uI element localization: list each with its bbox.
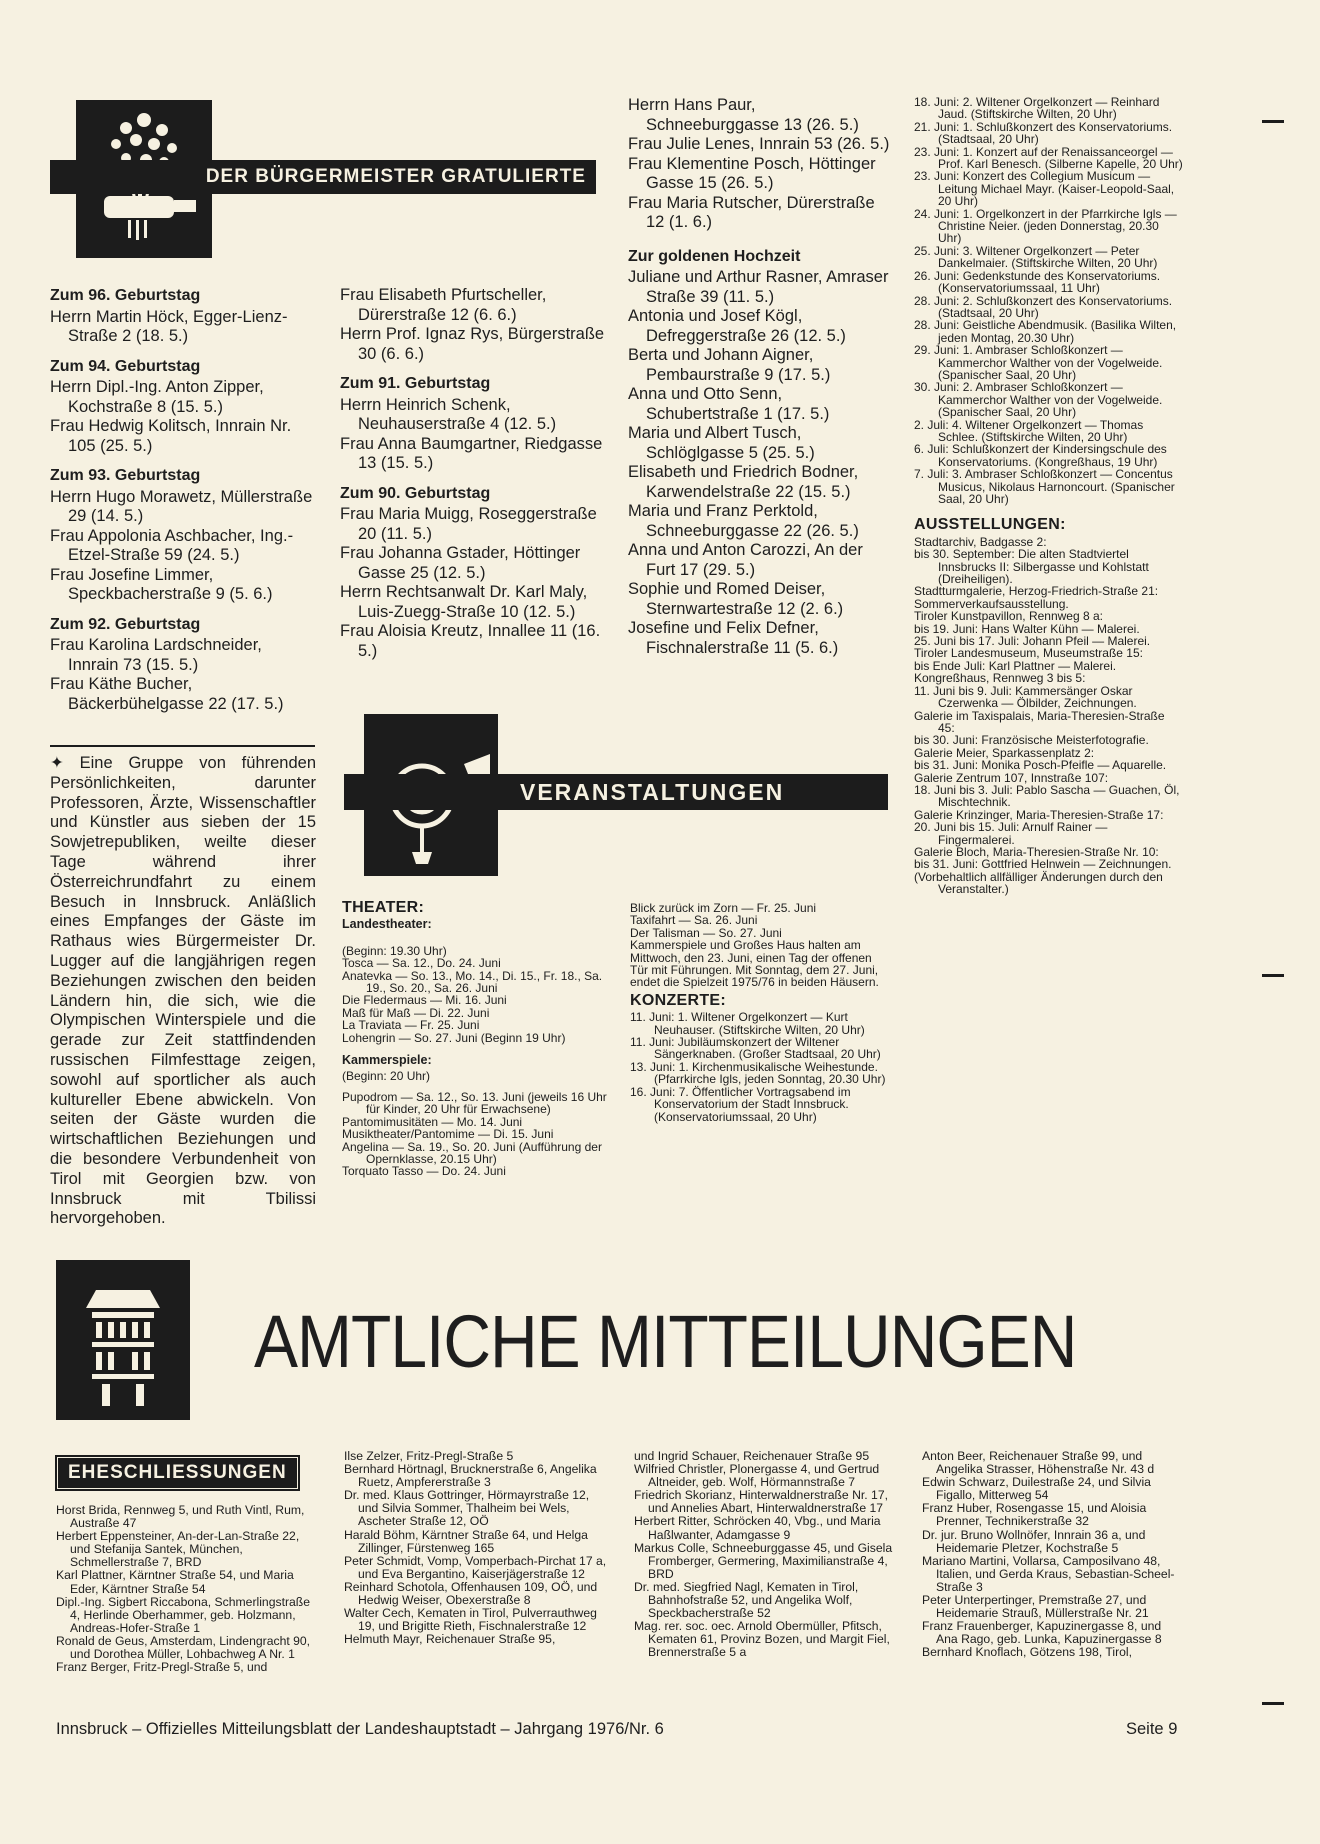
- list-item: Peter Schmidt, Vomp, Vomperbach-Pirchat 17 a, und Eva Bergantino, Kaiserjägerstraße 12: [344, 1553, 607, 1581]
- list-item: Galerie Krinzinger, Maria-Theresien-Straße 17:: [914, 807, 1164, 822]
- list-item: Herrn Hans Paur, Schneeburggasse 13 (26. 5.): [628, 96, 859, 134]
- list-item: bis 19. Juni: Hans Walter Kühn — Malerei.: [914, 621, 1140, 636]
- list-item: Maria und Franz Perktold, Schneeburggasse 22 (26. 5.): [628, 502, 859, 540]
- list-item: Edwin Schwarz, Duilestraße 24, und Silvia Figallo, Mitterweg 54: [922, 1475, 1151, 1503]
- list-item: Bernhard Hörtnagl, Brucknerstraße 6, Angelika Ruetz, Ampfererstraße 3: [344, 1462, 597, 1490]
- city-tower-icon: [56, 1260, 190, 1420]
- list-item: Mag. rer. soc. oec. Arnold Obermüller, Pfitsch, Kematen 61, Provinz Bozen, und Margit Fiel, Brennerstraße 5 a: [634, 1619, 890, 1660]
- list-item: Sommerverkaufsausstellung.: [914, 596, 1069, 611]
- list-item: 26. Juni: Gedenkstunde des Konservatoriums. (Konservatoriumssaal, 11 Uhr): [914, 268, 1161, 296]
- list-item: Franz Frauenberger, Kapuzinergasse 8, und Ana Rago, geb. Lunka, Kapuzinergasse 8: [922, 1619, 1162, 1647]
- list-item: Dr. med. Siegfried Nagl, Kematen in Tirol, Bahnhofstraße 52, und Angelika Wolf, Speckbacherstraße 52: [634, 1579, 859, 1621]
- list-item: Frau Julie Lenes, Innrain 53 (26. 5.): [628, 135, 890, 153]
- list-item: Anna und Otto Senn, Schubertstraße 1 (17. 5.): [628, 385, 830, 423]
- soviet-delegation-article: [50, 754, 316, 1229]
- list-item: Galerie Meier, Sparkassenplatz 2:: [914, 745, 1095, 760]
- list-item: Ronald de Geus, Amsterdam, Lindengracht 90, und Dorothea Müller, Lohbachweg A Nr. 1: [56, 1633, 311, 1662]
- list-item: 18. Juni bis 3. Juli: Pablo Sascha — Guachen, Öl, Mischtechnik.: [914, 782, 1180, 810]
- birthdays-column-1: [50, 286, 315, 714]
- list-item: Franz Berger, Fritz-Pregl-Straße 5, und: [56, 1660, 268, 1675]
- marriages-column-2: [344, 1450, 610, 1646]
- list-item: Frau Elisabeth Pfurtscheller, Dürerstraße 12 (6. 6.): [340, 286, 547, 324]
- list-item: Musiktheater/Pantomime — Di. 15. Juni: [342, 1127, 554, 1142]
- list-item: Karl Plattner, Kärntner Straße 54, und Maria Eder, Kärntner Straße 54: [56, 1568, 294, 1596]
- list-item: Herrn Prof. Ignaz Rys, Bürgerstraße 30 (6. 6.): [340, 325, 605, 363]
- konzerte-heading: KONZERTE:: [630, 991, 727, 1009]
- veranstaltungen-title: VERANSTALTUNGEN: [520, 778, 785, 805]
- list-item: 2. Juli: 4. Wiltener Orgelkonzert — Thomas Schlee. (Stiftskirche Wilten, 20 Uhr): [914, 417, 1144, 444]
- ausstellungen-heading: AUSSTELLUNGEN:: [914, 516, 1066, 534]
- list-item: Angelina — Sa. 19., So. 20. Juni (Aufführung der Opernklasse, 20.15 Uhr): [342, 1139, 602, 1166]
- margin-mark: [1262, 974, 1284, 977]
- list-item: 11. Juni: Jubiläumskonzert der Wiltener Sängerknaben. (Großer Stadtsaal, 20 Uhr): [630, 1035, 881, 1062]
- list-item: Reinhard Schotola, Offenhausen 109, OÖ, und Hedwig Weiser, Obexerstraße 8: [344, 1579, 598, 1608]
- list-item: (Beginn: 19.30 Uhr): [342, 943, 447, 958]
- list-item: Markus Colle, Schneeburggasse 45, und Gisela Fromberger, Germering, Maximilianstraße 4, BRD: [634, 1540, 893, 1581]
- list-item: bis 30. Juni: Französische Meisterfotografie.: [914, 733, 1149, 748]
- landestheater-label: Landestheater:: [342, 917, 432, 932]
- list-item: Bernhard Knoflach, Götzens 198, Tirol,: [922, 1645, 1133, 1660]
- list-item: (Beginn: 20 Uhr): [342, 1069, 431, 1084]
- list-item: Anatevka — So. 13., Mo. 14., Di. 15., Fr. 18., Sa. 19., So. 20., Sa. 26. Juni: [342, 968, 603, 996]
- list-item: 16. Juni: 7. Öffentlicher Vortragsabend im Konservatorium der Stadt Innsbruck. (Konservatoriumssaal, 20 Uhr): [630, 1084, 851, 1124]
- list-item: 7. Juli: 3. Ambraser Schloßkonzert — Concentus Musicus, Nikolaus Harnoncourt. (Spanischer Saal, 20 Uhr): [914, 467, 1175, 506]
- list-item: Friedrich Skorianz, Hinterwaldnerstraße Nr. 17, und Annelies Abart, Hinterwaldnerstraße 17: [634, 1488, 888, 1516]
- list-item: Maria und Albert Tusch, Schlöglgasse 5 (25. 5.): [628, 424, 815, 462]
- heading-92: Zum 92. Geburtstag: [50, 615, 201, 633]
- list-item: Frau Josefine Limmer, Speckbacherstraße 9 (5. 6.): [50, 565, 273, 603]
- list-item: (Vorbehaltlich allfälliger Änderungen durch den Veranstalter.): [914, 869, 1163, 897]
- list-item: Elisabeth und Friedrich Bodner, Karwendelstraße 22 (15. 5.): [628, 463, 859, 501]
- theater-cont-konzerte: [630, 902, 892, 1123]
- list-item: Horst Brida, Rennweg 5, und Ruth Vintl, Rum, Austraße 47: [56, 1503, 305, 1531]
- open-day-note: Kammerspiele und Großes Haus halten am Mittwoch, den 23. Juni, einen Tag der offenen Tür mit Führungen. Mit Sonntag, dem 27. Juni, endet die Spielzeit 1975/76 in beiden Häusern.: [630, 938, 879, 990]
- footer-page-number: Seite 9: [1126, 1720, 1178, 1738]
- list-item: Frau Maria Rutscher, Dürerstraße 12 (1. 6.): [628, 193, 875, 231]
- list-item: Herbert Eppensteiner, An-der-Lan-Straße 22, und Stefanija Santek, München, Schmellerstraße 7, BRD: [56, 1529, 300, 1570]
- list-item: Torquato Tasso — Do. 24. Juni: [342, 1164, 506, 1179]
- heading-golden-wedding: Zur goldenen Hochzeit: [628, 247, 801, 265]
- list-item: Peter Unterpertinger, Premstraße 27, und Heidemarie Strauß, Müllerstraße Nr. 21: [922, 1593, 1149, 1621]
- list-item: 24. Juni: 1. Orgelkonzert in der Pfarrkirche Igls — Christine Neier. (jeden Donnerstag, 20.30 Uhr): [914, 206, 1177, 246]
- heading-93: Zum 93. Geburtstag: [50, 467, 201, 484]
- list-item: Frau Maria Muigg, Roseggerstraße 20 (11. 5.): [340, 505, 597, 543]
- list-item: Stadtarchiv, Badgasse 2:: [914, 534, 1047, 549]
- list-item: bis 31. Juni: Monika Posch-Pfeifle — Aquarelle.: [914, 758, 1167, 773]
- list-item: 18. Juni: 2. Wiltener Orgelkonzert — Reinhard Jaud. (Stiftskirche Wilten, 20 Uhr): [914, 95, 1160, 122]
- heading-96: Zum 96. Geburtstag: [50, 287, 201, 304]
- list-item: Frau Anna Baumgartner, Riedgasse 13 (15. 5.): [340, 434, 603, 472]
- list-item: Taxifahrt — Sa. 26. Juni: [630, 913, 758, 928]
- list-item: Galerie Bloch, Maria-Theresien-Straße Nr. 10:: [914, 844, 1159, 859]
- kammerspiele-label: Kammerspiele:: [342, 1053, 432, 1068]
- list-item: Herrn Heinrich Schenk, Neuhauserstraße 4 (12. 5.): [340, 395, 557, 433]
- veranstaltungen-banner: [344, 774, 888, 810]
- list-item: Juliane und Arthur Rasner, Amraser Straße 39 (11. 5.): [628, 268, 889, 306]
- list-item: Ilse Zelzer, Fritz-Pregl-Straße 5: [344, 1449, 514, 1463]
- list-item: Frau Karolina Lardschneider, Innrain 73 (15. 5.): [50, 636, 262, 674]
- theater-heading: THEATER:: [342, 899, 425, 916]
- list-item: Helmuth Mayr, Reichenauer Straße 95,: [344, 1632, 556, 1647]
- list-item: Galerie Zentrum 107, Innstraße 107:: [914, 770, 1109, 785]
- list-item: 6. Juli: Schlußkonzert der Kindersingschule des Konservatoriums. (Kongreßhaus, 19 Uhr): [914, 442, 1167, 469]
- list-item: 25. Juni: 3. Wiltener Orgelkonzert — Peter Dankelmaier. (Stiftskirche Wilten, 20 Uhr): [914, 243, 1158, 271]
- amtliche-title: AMTLICHE MITTEILUNGEN: [254, 1299, 1077, 1383]
- list-item: Pupodrom — Sa. 12., So. 13. Juni (jeweils 16 Uhr für Kinder, 20 Uhr für Erwachsene): [342, 1089, 607, 1117]
- list-item: 25. Juni bis 17. Juli: Johann Pfeil — Malerei.: [914, 634, 1151, 649]
- list-item: Anton Beer, Reichenauer Straße 99, und Angelika Strasser, Höhenstraße Nr. 43 d: [922, 1449, 1155, 1477]
- theater-section: [342, 899, 608, 1179]
- gratulation-banner: [50, 160, 596, 194]
- list-item: Herbert Ritter, Schröcken 40, Vbg., und Maria Haßlwanter, Adamgasse 9: [634, 1514, 881, 1542]
- list-item: Herrn Hugo Morawetz, Müllerstraße 29 (14. 5.): [50, 487, 313, 525]
- marriages-column-4: [922, 1450, 1184, 1660]
- list-item: bis 31. Juni: Gottfried Helnwein — Zeichnungen.: [914, 857, 1172, 872]
- footer-publication: Innsbruck – Offizielles Mitteilungsblatt der Landeshauptstadt – Jahrgang 1976/Nr. 6: [56, 1720, 664, 1738]
- list-item: Lohengrin — So. 27. Juni (Beginn 19 Uhr): [342, 1030, 566, 1045]
- list-item: 23. Juni: Konzert des Collegium Musicum — Leitung Michael Mayr. (Kaiser-Leopold-Saal, 20 Uhr): [914, 169, 1175, 209]
- list-item: 28. Juni: Geistliche Abendmusik. (Basilika Wilten, jeden Montag, 20.30 Uhr): [914, 318, 1177, 345]
- list-item: Maß für Maß — Di. 22. Juni: [342, 1005, 490, 1020]
- list-item: Herrn Rechtsanwalt Dr. Karl Maly, Luis-Zuegg-Straße 10 (12. 5.): [340, 583, 588, 621]
- list-item: La Traviata — Fr. 25. Juni: [342, 1018, 480, 1033]
- list-item: Dr. med. Klaus Gottringer, Hörmayrstraße 12, und Silvia Sommer, Thalheim bei Wels, Ascheter Straße 12, OÖ: [344, 1488, 590, 1529]
- list-item: bis Ende Juli: Karl Plattner — Malerei.: [914, 658, 1117, 673]
- list-item: Frau Käthe Bucher, Bäckerbühelgasse 22 (17. 5.): [50, 675, 284, 713]
- marriages-column-3: [634, 1450, 900, 1660]
- list-item: Kongreßhaus, Rennweg 3 bis 5:: [914, 671, 1086, 686]
- list-item: bis 30. September: Die alten Stadtviertel Innsbrucks II: Silbergasse und Kohlstatt (Dreiheiligen).: [914, 547, 1149, 587]
- list-item: Franz Huber, Rosengasse 15, und Aloisia Prenner, Technikerstraße 32: [922, 1501, 1147, 1529]
- marriages-column-1: [56, 1504, 322, 1674]
- list-item: Tiroler Kunstpavillon, Rennweg 8 a:: [914, 609, 1103, 624]
- list-item: Frau Appolonia Aschbacher, Ing.-Etzel-Straße 59 (24. 5.): [50, 526, 294, 564]
- list-item: 11. Juni: 1. Wiltener Orgelkonzert — Kurt Neuhauser. (Stiftskirche Wilten, 20 Uhr): [630, 1010, 865, 1037]
- birthdays-column-2: [340, 286, 605, 661]
- list-item: 30. Juni: 2. Ambraser Schloßkonzert — Kammerchor Walther von der Vogelweide. (Spanischer Saal, 20 Uhr): [914, 380, 1163, 420]
- list-item: Galerie im Taxispalais, Maria-Theresien-Straße 45:: [914, 708, 1165, 735]
- list-item: Mariano Martini, Vollarsa, Camposilvano 48, Italien, und Gerda Kraus, Sebastian-Scheel-Straße 3: [922, 1553, 1175, 1594]
- birthdays-column-3: [628, 96, 890, 658]
- list-item: 11. Juni bis 9. Juli: Kammersänger Oskar Czerwenka — Ölbilder, Zeichnungen.: [914, 683, 1137, 711]
- list-item: Frau Hedwig Kolitsch, Innrain Nr. 105 (25. 5.): [50, 417, 292, 455]
- list-item: Die Fledermaus — Mi. 16. Juni: [342, 993, 507, 1008]
- list-item: Wilfried Christler, Plonergasse 4, und Gertrud Altneider, geb. Wolf, Hörmannstraße 7: [634, 1462, 880, 1490]
- list-item: Frau Aloisia Kreutz, Innallee 11 (16. 5.): [340, 622, 601, 660]
- eheschliessungen-heading: EHESCHLIESSUNGEN: [58, 1458, 297, 1488]
- list-item: Stadtturmgalerie, Herzog-Friedrich-Straße 21:: [914, 584, 1159, 599]
- tower-icon-box: [56, 1260, 190, 1420]
- list-item: 20. Juni bis 15. Juli: Arnulf Rainer — Fingermalerei.: [914, 820, 1108, 847]
- list-item: Frau Johanna Gstader, Höttinger Gasse 25 (12. 5.): [340, 544, 581, 582]
- list-item: 28. Juni: 2. Schlußkonzert des Konservatoriums. (Stadtsaal, 20 Uhr): [914, 293, 1173, 320]
- list-item: Blick zurück im Zorn — Fr. 25. Juni: [630, 901, 817, 915]
- list-item: 29. Juni: 1. Ambraser Schloßkonzert — Kammerchor Walther von der Vogelweide. (Spanischer Saal, 20 Uhr): [914, 343, 1163, 382]
- concerts-exhibitions-column: [914, 96, 1184, 896]
- list-item: Anna und Anton Carozzi, An der Furt 17 (29. 5.): [628, 541, 863, 579]
- list-item: Der Talisman — So. 27. Juni: [630, 925, 782, 940]
- heading-90: Zum 90. Geburtstag: [340, 484, 491, 502]
- margin-mark: [1262, 1702, 1284, 1705]
- article-text: ✦ Eine Gruppe von führenden Persönlichkeiten, darunter Professoren, Ärzte, Wissenschaftler und Künstler aus sieben der 15 Sowjetrepubliken, weilte dieser Tage während ihrer Österreichrundfahrt zu einem Besuch in Innsbruck. Anläßlich eines Empfanges der Gäste im Rathaus wies Bürgermeister Dr. Lugger auf die langjährigen regen Beziehungen zwischen den beiden Ländern hin, die sich, wie die Olympischen Winterspiele und die gerade zur Zeit stattfindenden russischen Filmfesttage zeigen, sowohl auf sportlicher als auch kultureller Ebene abwickeln. Von seiten der Gäste wurden die wirtschaftlichen Beziehungen und die besondere Verbundenheit von Tirol mit Georgien bzw. von Innsbruck mit Tbilissi hervorgehoben.: [50, 754, 316, 1228]
- list-item: Herrn Martin Höck, Egger-Lienz-Straße 2 (18. 5.): [50, 307, 288, 345]
- list-item: 21. Juni: 1. Schlußkonzert des Konservatoriums. (Stadtsaal, 20 Uhr): [914, 119, 1173, 147]
- heading-94: Zum 94. Geburtstag: [50, 357, 201, 375]
- list-item: Josefine und Felix Defner, Fischnalerstraße 11 (5. 6.): [628, 619, 839, 657]
- list-item: Walter Cech, Kematen in Tirol, Pulverrauthweg 19, und Brigitte Rieth, Fischnalerstraße 12: [344, 1606, 597, 1634]
- list-item: Sophie und Romed Deiser, Sternwartestraße 12 (2. 6.): [628, 580, 844, 618]
- list-item: Harald Böhm, Kärntner Straße 64, und Helga Zillinger, Fürstenweg 165: [344, 1527, 588, 1555]
- list-item: Berta und Johann Aigner, Pembaurstraße 9 (17. 5.): [628, 346, 831, 384]
- list-item: Dr. jur. Bruno Wollnöfer, Innrain 36 a, und Heidemarie Pletzer, Kochstraße 5: [922, 1527, 1146, 1555]
- list-item: Dipl.-Ing. Sigbert Riccabona, Schmerlingstraße 4, Herlinde Oberhammer, geb. Holzmann, Andreas-Hofer-Straße 1: [56, 1594, 311, 1635]
- list-item: 13. Juni: 1. Kirchenmusikalische Weihestunde. (Pfarrkirche Igls, jeden Sonntag, 20.30 Uhr): [630, 1059, 886, 1087]
- list-item: Tosca — Sa. 12., Do. 24. Juni: [342, 956, 501, 971]
- list-item: Herrn Dipl.-Ing. Anton Zipper, Kochstraße 8 (15. 5.): [50, 378, 264, 416]
- heading-91: Zum 91. Geburtstag: [340, 375, 491, 392]
- list-item: Frau Klementine Posch, Höttinger Gasse 15 (26. 5.): [628, 154, 876, 192]
- list-item: Pantomimusitäten — Mo. 14. Juni: [342, 1114, 523, 1129]
- divider: [50, 745, 315, 747]
- list-item: und Ingrid Schauer, Reichenauer Straße 95: [634, 1449, 870, 1463]
- list-item: Tiroler Landesmuseum, Museumstraße 15:: [914, 646, 1143, 661]
- gratulation-title: DER BÜRGERMEISTER GRATULIERTE: [205, 166, 586, 187]
- margin-mark: [1262, 120, 1284, 123]
- list-item: 23. Juni: 1. Konzert auf der Renaissanceorgel — Prof. Karl Benesch. (Silberne Kapelle, 20 Uhr): [914, 144, 1183, 172]
- list-item: Antonia und Josef Kögl, Defreggerstraße 26 (12. 5.): [628, 307, 846, 345]
